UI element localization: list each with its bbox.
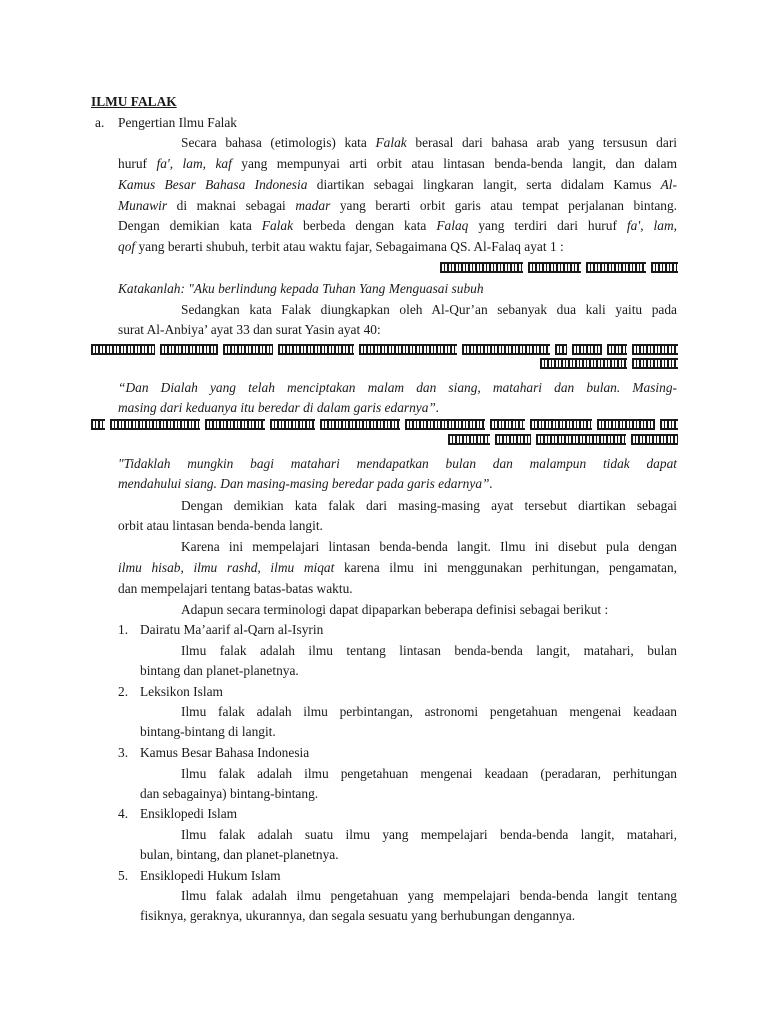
definition-source: Ensiklopedi Hukum Islam — [140, 868, 281, 883]
definition-source: Leksikon Islam — [140, 684, 223, 699]
section-a-marker: a. — [95, 115, 105, 130]
definition-source: Ensiklopedi Islam — [140, 806, 238, 821]
definition-text: Ilmu falak adalah ilmu pengetahuan yang mempelajari benda-benda langit tentang — [181, 888, 677, 903]
translation-falaq: Katakanlah: "Aku berlindung kepada Tuhan Yang Menguasai subuh — [118, 281, 484, 296]
p1-line-4: Munawir di maknai sebagai madar yang berarti orbit garis atau tempat perjalanan bintang. — [118, 198, 678, 213]
list-number: 2. — [118, 684, 129, 699]
list-number: 3. — [118, 745, 129, 760]
p2-line-1: Sedangkan kata Falak diungkapkan oleh Al-Qur’an sebanyak dua kali yaitu pada — [181, 302, 677, 317]
list-number: 4. — [118, 806, 129, 821]
quote-2-line-2: mendahului siang. Dan masing-masing beredar pada garis edarnya”. — [118, 476, 493, 491]
definition-text-cont: bulan, bintang, dan planet-planetnya. — [140, 847, 339, 862]
quote-1-line-2: masing dari keduanya itu beredar di dalam garis edarnya”. — [118, 400, 440, 415]
p4-line-1: Karena ini mempelajari lintasan benda-benda langit. Ilmu ini disebut pula dengan — [181, 539, 677, 554]
definition-text: Ilmu falak adalah ilmu pengetahuan mengenai keadaan (peradaran, perhitungan — [181, 766, 677, 781]
definition-source: Kamus Besar Bahasa Indonesia — [140, 745, 310, 760]
quote-1-line-1: “Dan Dialah yang telah menciptakan malam dan siang, matahari dan bulan. Masing- — [118, 380, 677, 395]
section-a-heading: Pengertian Ilmu Falak — [118, 115, 237, 130]
p1-line-3: Kamus Besar Bahasa Indonesia diartikan sebagai lingkaran langit, serta didalam Kamus Al- — [118, 177, 677, 192]
p5-intro: Adapun secara terminologi dapat dipaparkan beberapa definisi sebagai berikut : — [181, 602, 609, 617]
list-number: 5. — [118, 868, 129, 883]
definition-text-cont: dan sebagainya) bintang-bintang. — [140, 786, 319, 801]
definition-text: Ilmu falak adalah suatu ilmu yang mempelajari benda-benda langit, matahari, — [181, 827, 677, 842]
p4-line-3: dan mempelajari tentang batas-batas waktu. — [118, 581, 353, 596]
list-number: 1. — [118, 622, 129, 637]
p1-line-1: Secara bahasa (etimologis) kata Falak berasal dari bahasa arab yang tersusun dari — [181, 135, 678, 150]
definition-text: Ilmu falak adalah ilmu tentang lintasan benda-benda langit, matahari, bulan — [181, 643, 677, 658]
definition-text: Ilmu falak adalah ilmu perbintangan, astronomi pengetahuan mengenai keadaan — [181, 704, 677, 719]
definition-source: Dairatu Ma’aarif al-Qarn al-Isyrin — [140, 622, 324, 637]
definition-text-cont: bintang dan planet-planetnya. — [140, 663, 299, 678]
p1-line-6: qof yang berarti shubuh, terbit atau waktu fajar, Sebagaimana QS. Al-Falaq ayat 1 : — [118, 239, 564, 254]
p1-line-2: huruf fa', lam, kaf yang mempunyai arti orbit atau lintasan benda-benda langit, dan dalam — [118, 156, 677, 171]
p2-line-2: surat Al-Anbiya’ ayat 33 dan surat Yasin ayat 40: — [118, 322, 381, 337]
definition-text-cont: bintang-bintang di langit. — [140, 724, 276, 739]
quote-2-line-1: "Tidaklah mungkin bagi matahari mendapatkan bulan dan malampun tidak dapat — [118, 456, 677, 471]
document-title: ILMU FALAK — [91, 94, 177, 109]
definition-text-cont: fisiknya, geraknya, ukurannya, dan segala sesuatu yang berhubungan dengannya. — [140, 908, 576, 923]
p3-line-1: Dengan demikian kata falak dari masing-masing ayat tersebut diartikan sebagai — [181, 498, 677, 513]
p4-line-2: ilmu hisab, ilmu rashd, ilmu miqat karena ilmu ini menggunakan perhitungan, pengamatan, — [118, 560, 677, 575]
p3-line-2: orbit atau lintasan benda-benda langit. — [118, 518, 323, 533]
p1-line-5: Dengan demikian kata Falak berbeda dengan kata Falaq yang terdiri dari huruf fa', lam, — [118, 218, 677, 233]
